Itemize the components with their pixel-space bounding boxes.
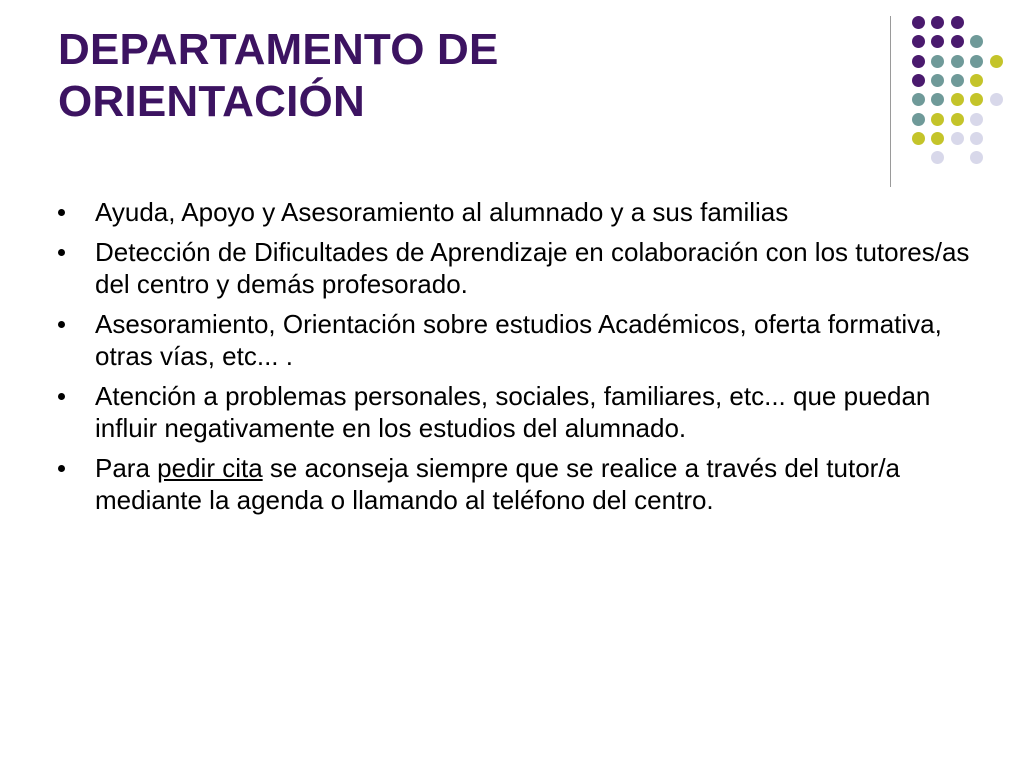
bullet-text: Atención a problemas personales, sociales, familiares, etc... que puedan influir negativamente en los estudios del alumnado. (95, 381, 931, 443)
pedir-cita-link[interactable]: pedir cita (157, 453, 263, 483)
dot-lavender (970, 151, 983, 164)
slide-title (58, 24, 499, 128)
dot-purple (931, 16, 944, 29)
bullet-text-start: Para (95, 453, 158, 483)
dot-teal (912, 113, 925, 126)
dot-lime (970, 74, 983, 87)
dot-purple (951, 35, 964, 48)
list-item (58, 308, 978, 372)
dot-lime (931, 132, 944, 145)
dot-lavender (970, 132, 983, 145)
dot-purple (951, 16, 964, 29)
list-item (58, 196, 978, 228)
slide-title-line-1: DEPARTAMENTO DE (58, 25, 499, 74)
bullet-text: Asesoramiento, Orientación sobre estudios Académicos, oferta formativa, otras vías, etc... . (95, 309, 942, 371)
dot-teal (931, 55, 944, 68)
list-item (58, 236, 978, 300)
dot-purple (912, 74, 925, 87)
dot-lime (990, 55, 1003, 68)
bullet-icon (58, 393, 65, 400)
bullet-text: Detección de Dificultades de Aprendizaje en colaboración con los tutores/as del centro y demás profesorado. (95, 237, 970, 299)
bullet-text: Ayuda, Apoyo y Asesoramiento al alumnado y a sus familias (95, 197, 789, 227)
dot-teal (951, 74, 964, 87)
slide-title-line-2: ORIENTACIÓN (58, 77, 365, 126)
bullet-icon (58, 249, 65, 256)
dot-lime (970, 93, 983, 106)
bullet-list (58, 196, 978, 524)
dot-lime (931, 113, 944, 126)
dot-teal (931, 93, 944, 106)
dot-lime (951, 113, 964, 126)
dot-purple (912, 16, 925, 29)
dot-teal (912, 93, 925, 106)
dot-purple (931, 35, 944, 48)
dot-purple (912, 55, 925, 68)
dot-lime (912, 132, 925, 145)
dot-lavender (990, 93, 1003, 106)
bullet-icon (58, 321, 65, 328)
dot-teal (931, 74, 944, 87)
decorative-divider (890, 16, 891, 187)
list-item (58, 380, 978, 444)
list-item (58, 452, 978, 516)
dot-lavender (970, 113, 983, 126)
bullet-icon (58, 209, 65, 216)
dot-lime (951, 93, 964, 106)
bullet-text-end: se aconseja siempre que se realice a través del tutor/a mediante la agenda o llamando al teléfono del centro. (95, 453, 900, 515)
bullet-icon (58, 465, 65, 472)
dot-lavender (931, 151, 944, 164)
dot-teal (951, 55, 964, 68)
dot-purple (912, 35, 925, 48)
dot-teal (970, 35, 983, 48)
dot-teal (970, 55, 983, 68)
dot-lavender (951, 132, 964, 145)
